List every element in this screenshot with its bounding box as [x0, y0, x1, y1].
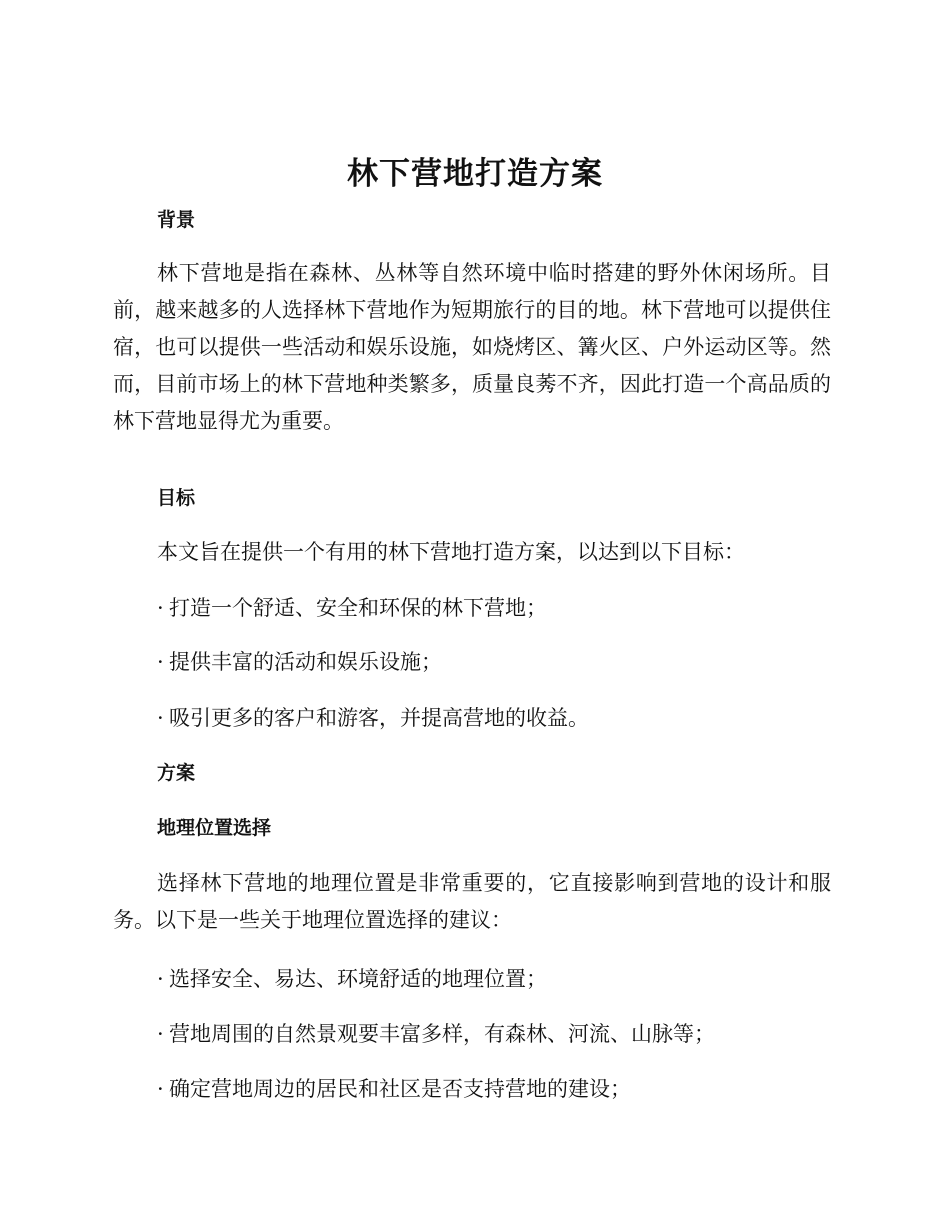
bullet-dot: ·	[157, 706, 164, 730]
location-list-item	[157, 964, 547, 994]
section-heading-goals: 目标	[157, 487, 196, 509]
section-heading-background: 背景	[157, 209, 196, 231]
document-title: 林下营地打造方案	[347, 156, 603, 192]
section-heading-plan: 方案	[157, 762, 196, 784]
location-list-item	[157, 1019, 715, 1049]
bullet-dot: ·	[157, 596, 164, 620]
location-item-text: 营地周围的自然景观要丰富多样，有森林、河流、山脉等；	[169, 1022, 715, 1046]
goals-intro: 本文旨在提供一个有用的林下营地打造方案，以达到以下目标：	[157, 540, 745, 564]
goal-list-item	[157, 593, 547, 623]
goal-list-item	[157, 703, 589, 733]
bullet-dot: ·	[157, 1022, 164, 1046]
background-paragraph: 林下营地是指在森林、丛林等自然环境中临时搭建的野外休闲场所。目前，越来越多的人选择林下营地作为短期旅行的目的地。林下营地可以提供住宿，也可以提供一些活动和娱乐设施，如烧烤区、篝火区、户外运动区等。然而，目前市场上的林下营地种类繁多，质量良莠不齐，因此打造一个高品质的林下营地显得尤为重要。	[113, 261, 831, 433]
location-item-text: 选择安全、易达、环境舒适的地理位置；	[169, 967, 547, 991]
location-item-text: 确定营地周边的居民和社区是否支持营地的建设；	[169, 1077, 631, 1101]
goal-item-text: 提供丰富的活动和娱乐设施；	[169, 650, 442, 674]
location-paragraph: 选择林下营地的地理位置是非常重要的，它直接影响到营地的设计和服务。以下是一些关于地理位置选择的建议：	[113, 871, 831, 932]
bullet-dot: ·	[157, 967, 164, 991]
subsection-heading-location: 地理位置选择	[157, 817, 272, 839]
bullet-dot: ·	[157, 1077, 164, 1101]
location-list-item	[157, 1074, 631, 1104]
goal-item-text: 吸引更多的客户和游客，并提高营地的收益。	[169, 706, 589, 730]
goal-item-text: 打造一个舒适、安全和环保的林下营地；	[169, 596, 547, 620]
goal-list-item	[157, 647, 442, 677]
bullet-dot: ·	[157, 650, 164, 674]
